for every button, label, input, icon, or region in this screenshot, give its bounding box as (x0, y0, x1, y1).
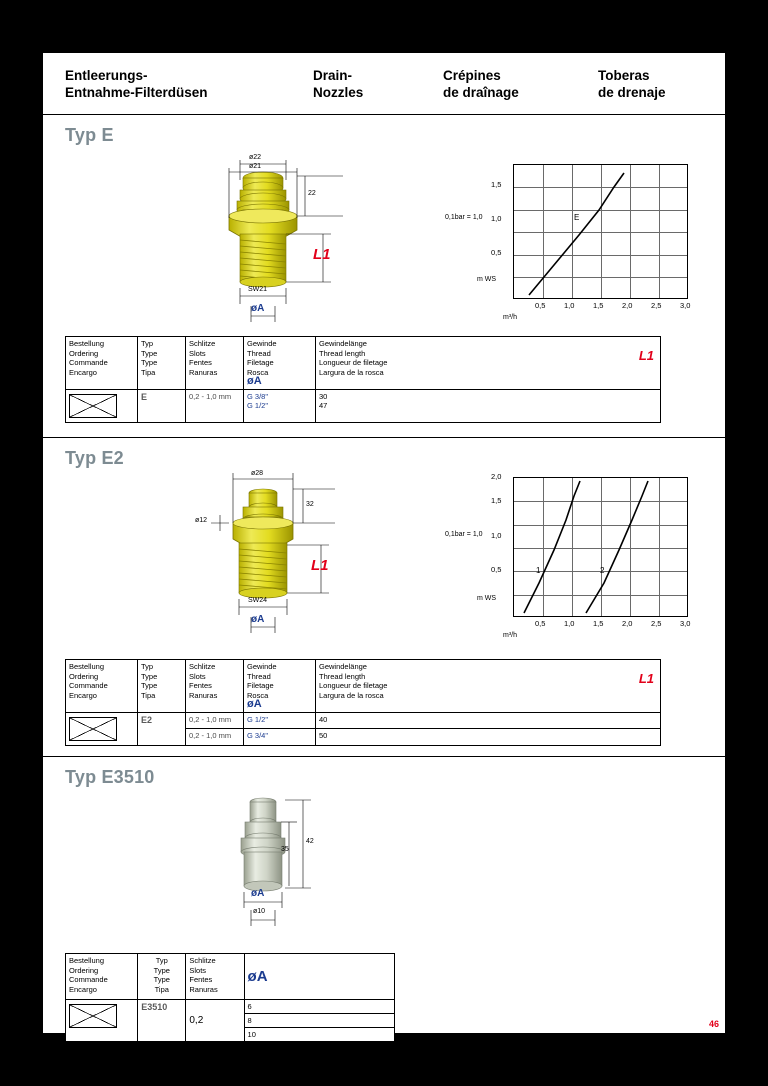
section-title-typ-e: Typ E (65, 125, 114, 145)
dim-bottom-e2: SW24 (248, 597, 268, 604)
x-tick: 2,0 (622, 301, 633, 310)
nozzle-drawing-e2 (193, 469, 393, 659)
envelope-icon (69, 1004, 117, 1028)
dim-thread-length-e: L1 (313, 246, 331, 263)
chart-plot-e (513, 164, 688, 299)
table-header-row (66, 337, 661, 390)
th-typ: Typ Type Type Tipa (138, 337, 186, 390)
dim-height-2-e3510: 42 (306, 838, 314, 845)
dim-thread-length-e2: L1 (311, 557, 329, 574)
cell-typ: E (138, 389, 186, 422)
chart-curves-e2 (514, 478, 689, 618)
chart-typ-e2 (443, 472, 703, 647)
table-header-row (66, 954, 395, 1000)
section-typ-e2 (43, 438, 725, 757)
page-header (43, 53, 725, 115)
nozzle-drawing-e3510 (193, 788, 393, 948)
y-tick: 0,5 (491, 248, 502, 257)
cell-length: 40 (316, 712, 661, 729)
cell-slots: 0,2 - 1,0 mm (186, 389, 244, 422)
cell-dia: 6 (244, 1000, 394, 1014)
y-axis-unit: 0,1bar = 1,0 (445, 531, 483, 538)
cell-slots: 0,2 (186, 1000, 244, 1042)
cell-typ: E2 (138, 712, 186, 745)
x-tick: 1,0 (564, 301, 575, 310)
th-slots: Schlitze Slots Fentes Ranuras (186, 954, 244, 1000)
th-order: Bestellung Ordering Commande Encargo (66, 337, 138, 390)
dim-height-e: 22 (308, 190, 316, 197)
cell-slots: 0,2 - 1,0 mm (186, 712, 244, 729)
figure-typ-e2 (43, 469, 725, 659)
cell-dia: 10 (244, 1028, 394, 1042)
th-slots: Schlitze Slots Fentes Ranuras (186, 337, 244, 390)
curve-label: 2 (600, 566, 605, 575)
cell-slots: 0,2 - 1,0 mm (186, 729, 244, 746)
dim-bottom-dia-e2: øA (251, 614, 265, 625)
y-tick: 1,0 (491, 214, 502, 223)
cell-order[interactable] (66, 712, 138, 745)
header-title-es-line1: Toberas (598, 67, 650, 83)
curve-label: E (574, 213, 580, 222)
header-title-fr-line2: de draînage (443, 84, 519, 100)
header-title-es (598, 67, 718, 101)
dim-left-e2: ø12 (195, 517, 208, 524)
y-axis-unit: 0,1bar = 1,0 (445, 214, 483, 221)
chart-typ-e (443, 164, 703, 324)
figure-typ-e (43, 146, 725, 336)
chart-plot-e2 (513, 477, 688, 617)
th-slots: Schlitze Slots Fentes Ranuras (186, 660, 244, 713)
spec-table-e3510 (65, 953, 395, 1042)
cell-order[interactable] (66, 389, 138, 422)
th-typ: Typ Type Type Tipa (138, 954, 186, 1000)
figure-typ-e3510 (43, 788, 725, 953)
y-axis-title: m WS (477, 595, 497, 602)
x-tick: 1,0 (564, 619, 575, 628)
x-tick: 1,5 (593, 619, 604, 628)
cell-thread: G 1/2" (244, 712, 316, 729)
header-title-de-line1: Entleerungs- (65, 67, 148, 83)
x-tick: 0,5 (535, 619, 546, 628)
x-tick: 3,0 (680, 619, 691, 628)
envelope-icon (69, 717, 117, 741)
th-length: Gewindelänge Thread length Longueur de filetage Largura de la rosca L1 (316, 660, 661, 713)
y-tick: 1,0 (491, 531, 502, 540)
header-title-es-line2: de drenaje (598, 84, 666, 100)
table-row[interactable] (66, 712, 661, 729)
header-title-en-line1: Drain- (313, 67, 353, 83)
section-title-typ-e2: Typ E2 (65, 448, 124, 468)
spec-table-e2 (65, 659, 661, 746)
x-axis-title: m³/h (503, 314, 517, 321)
dim-top-2-e: ø21 (249, 163, 262, 170)
cell-length: 50 (316, 729, 661, 746)
header-title-fr (443, 67, 598, 101)
nozzle-svg-e (193, 146, 393, 336)
dim-height-1-e3510: 35 (281, 846, 289, 853)
header-title-de-line2: Entnahme-Filterdüsen (65, 84, 208, 100)
table-header-row (66, 660, 661, 713)
cell-dia: 8 (244, 1014, 394, 1028)
x-tick: 2,5 (651, 619, 662, 628)
th-typ: Typ Type Type Tipa (138, 660, 186, 713)
cell-length: 30 47 (316, 389, 661, 422)
nozzle-svg-e2 (193, 469, 393, 659)
y-tick: 0,5 (491, 565, 502, 574)
dim-bottom-e3510: ø10 (253, 908, 266, 915)
x-tick: 3,0 (680, 301, 691, 310)
section-title-typ-e3510: Typ E3510 (65, 767, 155, 787)
header-title-en-line2: Nozzles (313, 84, 364, 100)
dim-top-1-e: ø22 (249, 154, 262, 161)
y-tick: 1,5 (491, 180, 502, 189)
dim-top-e2: ø28 (251, 470, 264, 477)
table-row[interactable] (66, 1000, 395, 1014)
catalog-page (42, 52, 726, 1039)
header-title-fr-line1: Crépines (443, 67, 501, 83)
header-title-de (65, 67, 313, 101)
dim-bottom-dia-e3510: øA (251, 888, 265, 899)
cell-thread: G 3/8" G 1/2" (244, 389, 316, 422)
cell-typ: E3510 (138, 1000, 186, 1042)
x-tick: 2,0 (622, 619, 633, 628)
th-thread: Gewinde Thread Filetage Rosca øA (244, 660, 316, 713)
nozzle-svg-e3510 (193, 788, 393, 948)
x-axis-title: m³/h (503, 632, 517, 639)
th-dia: øA (244, 954, 394, 1000)
x-tick: 0,5 (535, 301, 546, 310)
dim-bottom-e: SW21 (248, 286, 268, 293)
section-typ-e (43, 115, 725, 438)
cell-thread: G 3/4" (244, 729, 316, 746)
table-row[interactable] (66, 389, 661, 422)
nozzle-drawing-e (193, 146, 393, 336)
x-tick: 2,5 (651, 301, 662, 310)
page-number: 46 (708, 1019, 719, 1029)
curve-label: 1 (536, 566, 541, 575)
th-order: Bestellung Ordering Commande Encargo (66, 660, 138, 713)
chart-curve-e (514, 165, 689, 300)
th-thread: Gewinde Thread Filetage Rosca øA (244, 337, 316, 390)
y-axis-title: m WS (477, 276, 497, 283)
dim-bottom-dia-e: øA (251, 303, 265, 314)
y-tick: 2,0 (491, 472, 502, 481)
cell-order[interactable] (66, 1000, 138, 1042)
y-tick: 1,5 (491, 496, 502, 505)
header-title-en (313, 67, 443, 101)
spec-table-e (65, 336, 661, 423)
x-tick: 1,5 (593, 301, 604, 310)
th-length: Gewindelänge Thread length Longueur de filetage Largura de la rosca L1 (316, 337, 661, 390)
envelope-icon (69, 394, 117, 418)
section-typ-e3510 (43, 757, 725, 1042)
th-order: Bestellung Ordering Commande Encargo (66, 954, 138, 1000)
dim-height-e2: 32 (306, 501, 314, 508)
